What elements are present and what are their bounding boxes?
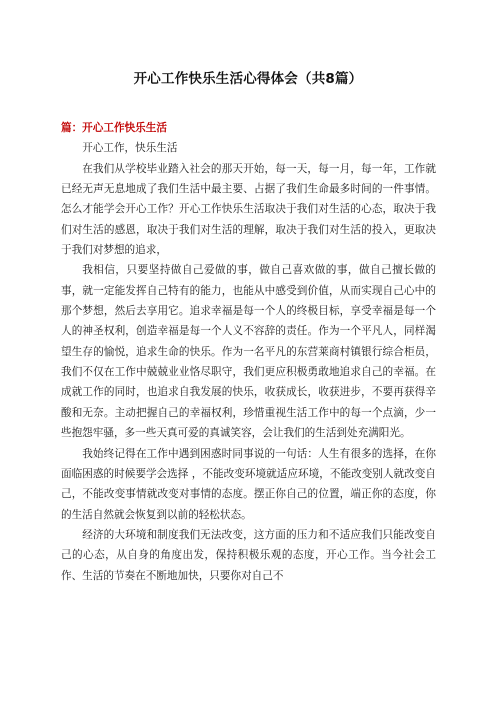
paragraph-1: 在我们从学校毕业踏入社会的那天开始，每一天，每一月，每一年，工作就已经无声无息地成了我们生活中最主要、占据了我们生命最多时间的一件事情。怎么才能学会开心工作？开心工作快乐生活取决于我们对生活的心态，取决于我们对生活的感恩，取决于我们对生活的理解，取决于我们对生活的投入，更取决于我们对梦想的追求， [61,162,436,257]
paragraph-4: 经济的大环境和制度我们无法改变，这方面的压力和不适应我们只能改变自己的心态，从自身的角度出发，保持积极乐观的态度，开心工作。当今社会工作、生活的节奏在不断地加快，只要你对自己不 [61,528,436,582]
section-heading: 篇：开心工作快乐生活 [61,122,167,134]
document-body [61,118,436,586]
document-title: 开心工作快乐生活心得体会（共8篇） [133,71,363,87]
paragraph-2: 我相信，只要坚持做自己爱做的事，做自己喜欢做的事，做自己擅长做的事，就一定能发挥自己特有的能力，也能从中感受到价值，从而实现自己心中的那个梦想，然后去享用它。追求幸福是每一个人的终极目标，享受幸福是每一个人的神圣权利，创造幸福是每一个人义不容辞的责任。作为一个平凡人，同样渴望生存的愉悦，追求生命的快乐。作为一名平凡的东营莱商村镇银行综合柜员，我们不仅在工作中兢兢业业恪尽职守，我们更应积极勇敢地追求自己的幸福。在成就工作的同时，也追求自我发展的快乐，收获成长，收获进步，不要再获得辛酸和无奈。主动把握自己的幸福权利，珍惜重视生活工作中的每一个点滴，少一些抱怨牢骚，多一些天真可爱的真诚笑容，会让我们的生活到处充满阳光。 [61,264,436,440]
section-subtitle: 开心工作，快乐生活 [82,142,178,155]
paragraph-3: 我始终记得在工作中遇到困惑时同事说的一句话：人生有很多的选择，在你面临困惑的时候要学会选择 ，不能改变环境就适应环境，不能改变别人就改变自己，不能改变事情就改变对事情的态度。摆正你自己的位置，端正你的态度，你的生活自然就会恢复到以前的轻松状态。 [61,447,436,521]
